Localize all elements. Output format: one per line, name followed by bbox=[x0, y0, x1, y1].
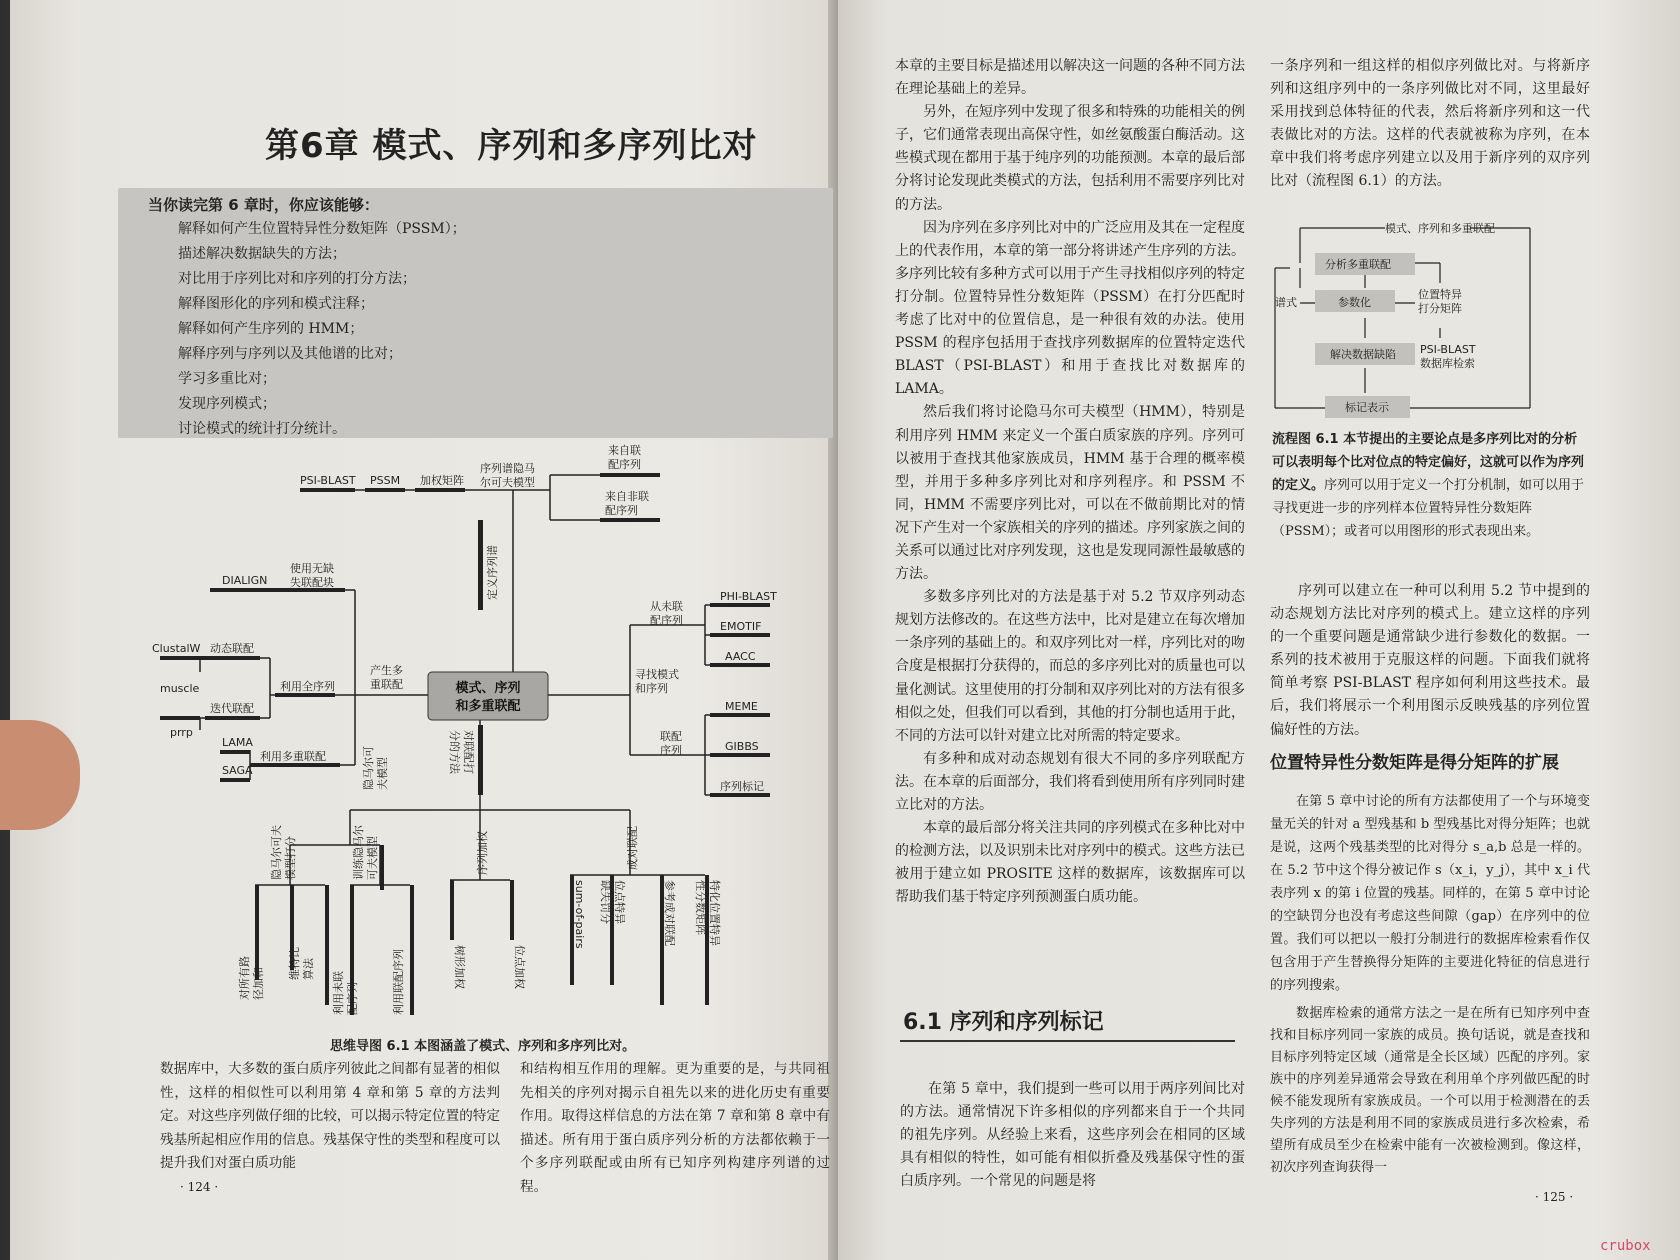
fc-pattern: 谱式 bbox=[1275, 296, 1297, 309]
objective-item: 解释如何产生序列的 HMM； bbox=[178, 321, 364, 337]
section-body: 在第 5 章中，我们提到一些可以用于两序列间比对的方法。通常情况下许多相似的序列都来自于一个共同的祖先序列。从经验上来看，这些序列会在相同的区域具有相似的特性，如可能有相似折叠及残基保守性的蛋白质序列。一个常见的问题是将 bbox=[900, 1081, 1245, 1190]
mm-tree-weight: 树形加权 bbox=[453, 945, 466, 989]
mm-hmm: 隐马尔可 bbox=[362, 746, 375, 790]
right-col1 bbox=[895, 55, 1245, 909]
mm-all-seq-path: 对所有路 bbox=[238, 956, 251, 1000]
mm-profile-hmm: 序列谱隐马 bbox=[480, 462, 535, 475]
mm-specific-pssm: 性分数矩阵 bbox=[694, 880, 707, 935]
mm-weighted-matrix: 加权矩阵 bbox=[420, 474, 464, 487]
mind-map-center-label: 模式、序列 bbox=[455, 681, 521, 696]
mm-dialign: DIALIGN bbox=[222, 574, 268, 587]
mm-from-unaligned: 从未联 bbox=[650, 600, 683, 613]
mm-pssm: PSSM bbox=[370, 474, 401, 487]
flowchart-caption bbox=[1272, 428, 1590, 543]
mm-ref-pair-align: 参考成对联配 bbox=[663, 880, 676, 946]
mm-phiblast: PHI-BLAST bbox=[720, 590, 777, 603]
mm-no-gap-block: 失联配块 bbox=[290, 576, 334, 589]
fc-pssm: 位置特异 bbox=[1418, 288, 1462, 301]
fc-top: 模式、序列和多重联配 bbox=[1385, 222, 1495, 235]
objective-item: 描述解决数据缺失的方法； bbox=[178, 246, 346, 262]
mm-train-hmm: 可夫模型 bbox=[366, 836, 379, 880]
mm-use-full-seq: 利用全序列 bbox=[280, 680, 335, 693]
fc-logo: 标记表示 bbox=[1345, 401, 1389, 414]
right-col2-para2: 序列可以建立在一种可以利用 5.2 节中提到的动态规划方法比对序列的模式上。建立这样的序列的一个重要问题是通常缺少进行参数化的数据。一系列的技术被用于克服这样的问题。下面我们就将简单考察 PSI-BLAST 程序如何利用这些技术。最后，我们将展示一个利用图示反映残基的序列位置偏好性的方法。 bbox=[1270, 583, 1590, 738]
flowchart-caption-bold: 流程图 6.1 本节提出的主要论点是多序列比对的分析可以表明每个比对位点的特定偏好，这就可以作为序列的定义。 bbox=[1272, 432, 1585, 493]
figure-caption: 思维导图 6.1 本图涵盖了模式、序列和多序列比对。 bbox=[330, 1039, 636, 1054]
mm-lama: LAMA bbox=[222, 736, 253, 749]
mm-muscle: muscle bbox=[160, 682, 200, 695]
mm-pos-weight: 位点加权 bbox=[513, 945, 526, 989]
mm-clustalw: ClustalW bbox=[152, 642, 201, 655]
mm-aacc: AACC bbox=[725, 650, 756, 663]
mm-find-patterns: 和序列 bbox=[635, 682, 668, 695]
mm-from-related: 来自联 bbox=[608, 444, 641, 457]
mm-align-seq: 序列 bbox=[660, 744, 682, 757]
mind-map bbox=[130, 444, 830, 1030]
mm-from-related: 配序列 bbox=[608, 458, 641, 471]
mm-hmm: 夫模型 bbox=[376, 757, 389, 790]
right-col2-para4: 数据库检索的通常方法之一是在所有已知序列中查找和目标序列同一家族的成员。换句话说，就是查找和目标序列特定区域（通常是全长区域）匹配的序列。家族中的序列差异通常会导致在利用单个序列做匹配的时候不能发现所有家族成员。一个可以用于检测潜在的丢失序列的方法是利用不同的家族成员进行多次检索，希望所有成员至少在检索中能有一次被检测到。像这样，初次序列查询获得一 bbox=[1270, 1006, 1590, 1175]
mm-train-hmm: 训练隐马尔 bbox=[352, 825, 365, 880]
mm-iterative-align: 迭代联配 bbox=[210, 702, 254, 715]
chapter-title: 第6章 模式、序列和多序列比对 bbox=[265, 126, 758, 166]
mm-find-patterns: 寻找模式 bbox=[635, 668, 679, 681]
left-body-col1: 数据库中，大多数的蛋白质序列彼此之间都有显著的相似性，这样的相似性可以利用第 4 章和第 5 章的方法判定。对这些序列做仔细的比较，可以揭示特定位置的特定残基所起相应作用的信息。残基保守性的类型和程度可以提升我们对蛋白质功能 bbox=[160, 1061, 500, 1172]
mm-align-seq: 联配 bbox=[660, 730, 682, 743]
mind-map-center-label: 和多重联配 bbox=[455, 699, 521, 714]
mm-psiblast: PSI-BLAST bbox=[300, 474, 356, 487]
mm-use-unaligned: 配序列 bbox=[346, 982, 359, 1015]
objective-item: 解释如何产生位置特异性分数矩阵（PSSM）； bbox=[178, 221, 466, 237]
mm-saga: SAGA bbox=[222, 764, 253, 777]
paragraph: 多数多序列比对的方法是基于对 5.2 节双序列动态规划方法修改的。在这些方法中，比对是建立在每次增加一条序列的基础上的。和双序列比对一样，序列比对的吻合度是根据打分获得的，而总的多序列比对的质量也可以量化测试。这里使用的打分制和双序列比对的方法有很多相似之处，但我们可以看到，其他的打分制也适用于此，不同的方法可以针对建立比对所需的特定要求。 bbox=[895, 589, 1245, 744]
mm-use-multi-align: 利用多重联配 bbox=[260, 750, 326, 763]
mm-gibbs: GIBBS bbox=[725, 740, 759, 753]
objective-item: 对比用于序列比对和序列的打分方法； bbox=[178, 271, 416, 287]
mm-use-aligned: 利用联配序列 bbox=[392, 949, 405, 1015]
mm-prrp: prrp bbox=[170, 726, 193, 739]
mm-emotif: EMOTIF bbox=[720, 620, 762, 633]
paragraph: 另外，在短序列中发现了很多和特殊的功能相关的例子，它们通常表现出高保守性，如丝氨酸蛋白酶活动。这些模式现在都用于基于纯序列的功能预测。本章的最后部分将讨论发现此类模式的方法，包括利用不需要序列比对的方法。 bbox=[895, 104, 1245, 213]
right-col2-top: 一条序列和一组这样的相似序列做比对。与将新序列和这组序列中的一条序列做比对不同，这里最好采用找到总体特征的代表，然后将新序列和这一代表做比对的方法。这样的代表就被称为序列，在本章中我们将考虑序列建立以及用于新序列的双序列比对（流程图 6.1）的方法。 bbox=[1270, 58, 1590, 190]
mm-define-profile: 定义序列谱 bbox=[486, 545, 499, 600]
paragraph: 然后我们将讨论隐马尔可夫模型（HMM），特别是利用序列 HMM 来定义一个蛋白质家族的序列。序列可以被用于查找其他家族成员，HMM 基于合理的概率模型，并用于多种多序列比对和序列程序。和 PSSM 不同，HMM 不需要序列比对，可以在不做前期比对的情况下产生对一个家族相关的序列的描述。序列家族之间的关系可以通过比对序列发现，这也是发现同源性最敏感的方法。 bbox=[895, 404, 1245, 583]
mm-pair-align: 成对联配 bbox=[626, 826, 639, 870]
section-rule bbox=[900, 1040, 1235, 1042]
objective-item: 学习多重比对； bbox=[178, 371, 276, 387]
mm-pos-gap-penalty: 位点特异 bbox=[613, 880, 626, 924]
fc-missing: 解决数据缺陷 bbox=[1330, 348, 1396, 361]
mm-profile-hmm: 尔可夫模型 bbox=[480, 476, 535, 489]
objectives-heading: 当你读完第 6 章时，你应该能够： bbox=[148, 196, 379, 214]
watermark: crubox bbox=[1600, 1238, 1651, 1254]
paragraph: 因为序列在多序列比对中的广泛应用及其在一定程度上的代表作用，本章的第一部分将讲述产生序列的方法。多序列比较有多种方式可以用于产生寻找相似序列的特定打分制。位置特异性分数矩阵（PSSM）在打分匹配时考虑了比对中的位置信息，是一种很有效的办法。使用 PSSM 的程序包括用于查找序列数据库的位置特定迭代 BLAST（PSI-BLAST）和用于查找比对数据库的 LAMA。 bbox=[895, 219, 1245, 398]
flowchart bbox=[1270, 218, 1600, 418]
mm-from-unrelated: 配序列 bbox=[605, 504, 638, 517]
mm-viterbi: 维特比 bbox=[288, 947, 301, 980]
mm-from-unaligned: 配序列 bbox=[650, 614, 683, 627]
mm-gen-multi-align: 重联配 bbox=[370, 678, 403, 691]
mm-pos-gap-penalty: 缺失罚分 bbox=[599, 880, 612, 924]
paragraph: 有多种和成对动态规划有很大不同的多序列联配方法。在本章的后面部分，我们将看到使用所有序列同时建立比对的方法。 bbox=[895, 750, 1245, 813]
mm-use-unaligned: 利用未联 bbox=[332, 971, 345, 1015]
objective-item: 解释图形化的序列和模式注释； bbox=[178, 296, 374, 312]
mm-hmm-scoring: 隐马尔可夫 bbox=[270, 825, 283, 880]
mm-seq-logo: 序列标记 bbox=[720, 780, 764, 793]
paragraph: 本章的主要目标是描述用以解决这一问题的各种不同方法在理论基础上的差异。 bbox=[895, 58, 1245, 98]
fc-parameterize: 参数化 bbox=[1338, 296, 1371, 309]
left-body-col2: 和结构相互作用的理解。更为重要的是，与共同祖先相关的序列对揭示自祖先以来的进化历史有重要作用。取得这样信息的方法在第 7 章和第 8 章中有描述。所有用于蛋白质序列分析的方法都依赖于一个多序列联配或由所有已知序列构建序列谱的过程。 bbox=[520, 1061, 830, 1195]
fc-pssm: 打分矩阵 bbox=[1418, 302, 1462, 315]
mm-viterbi: 算法 bbox=[302, 958, 315, 980]
flowchart-caption-rest: 序列可以用于定义一个打分机制，如可以用于寻找更进一步的序列样本位置特异性分数矩阵（PSSM）；或者可以用图形的形式表现出来。 bbox=[1272, 478, 1585, 539]
mm-dynamic-align: 动态联配 bbox=[210, 642, 254, 655]
mm-hmm-scoring: 模型打分 bbox=[284, 836, 297, 880]
page-number-left: · 124 · bbox=[180, 1180, 219, 1194]
objective-item: 发现序列模式； bbox=[178, 396, 276, 412]
right-col2-para3: 在第 5 章中讨论的所有方法都使用了一个与环境变量无关的针对 a 型残基和 b 型残基比对得分矩阵；也就是说，这两个残基类型的比对得分 s_a,b 总是一样的。在 5.2 节中这个得分被记作 s（x_i，y_j），其中 x_i 代表序列 x 的第 i 位置的残基。同样的，在第 5 章中讨论的空缺罚分也没有考虑这些间隙（gap）在序列中的位置。我们可以把以一般打分制进行的数据库检索看作仅包含用于产生替换得分矩阵的主要进化特征的信息进行的序列搜索。 bbox=[1270, 794, 1590, 993]
mm-scoring-method: 对联配打 bbox=[462, 730, 475, 774]
mm-sum-of-pairs: sum-of-pairs bbox=[573, 880, 586, 949]
mm-no-gap-block: 使用无缺 bbox=[290, 562, 334, 575]
section-title: 6.1 序列和序列标记 bbox=[903, 1010, 1104, 1035]
subsection-title: 位置特异性分数矩阵是得分矩阵的扩展 bbox=[1270, 753, 1559, 773]
mm-from-unrelated: 来自非联 bbox=[605, 490, 649, 503]
mm-gen-multi-align: 产生多 bbox=[370, 664, 403, 677]
fc-psiblast: PSI-BLAST bbox=[1420, 343, 1476, 356]
mm-specific-pssm: 特化位置特异 bbox=[708, 880, 721, 946]
page-number-right: · 125 · bbox=[1535, 1190, 1574, 1204]
mm-scoring-method: 分的方法 bbox=[448, 730, 461, 774]
fc-analyze: 分析多重联配 bbox=[1325, 258, 1391, 271]
mm-seq-weight: 序列加权 bbox=[476, 831, 489, 875]
paragraph: 本章的最后部分将关注共同的序列模式在多种比对中的检测方法，以及识别未比对序列中的模式。这些方法已被用于建立如 PROSITE 这样的数据库，该数据库可以帮助我们基于特定序列预测蛋白质功能。 bbox=[895, 820, 1245, 906]
fc-psiblast: 数据库检索 bbox=[1420, 357, 1475, 370]
mm-all-seq-path: 径加和 bbox=[252, 967, 265, 1000]
mm-meme: MEME bbox=[725, 700, 758, 713]
objective-item: 解释序列与序列以及其他谱的比对； bbox=[178, 346, 402, 362]
objective-item: 讨论模式的统计打分统计。 bbox=[178, 421, 346, 437]
